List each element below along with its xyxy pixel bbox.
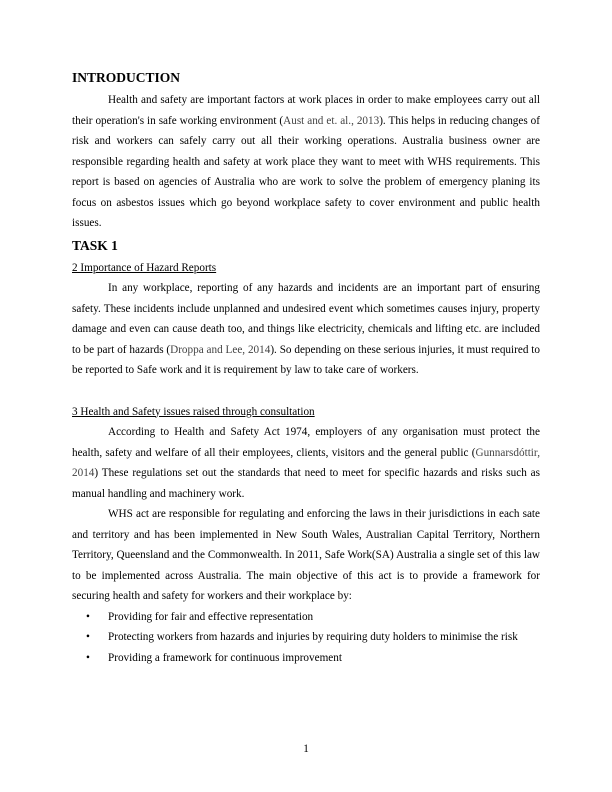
list-item: • Providing for fair and effective representation	[72, 607, 540, 628]
section3-paragraph-2: WHS act are responsible for regulating and enforcing the laws in their jurisdictions in each sate and territory and has been implemented in New South Wales, Australian Capital Territory, Northern Territory, Queensland and the Commonwealth. In 2011, Safe Work(SA) Australia a single set of this law to be implemented across Australia. The main objective of this act is to provide a framework for securing health and safety for workers and their workplace by:	[72, 508, 540, 602]
objectives-list	[72, 607, 540, 669]
page-number: 1	[303, 743, 309, 755]
introduction-paragraph: Health and safety are important factors at work places in order to make employees carry out all their operation's in safe working environment (Aust and et. al., 2013). This helps in reducing changes of risk and workers can safely carry out all their working operations. Australia business owner are responsible regarding health and safety at work place they want to meet with WHS requirements. This report is based on agencies of Australia who are work to solve the problem of emergency planing its focus on asbestos issues which go beyond workplace safety to cover environment and public health issues.	[72, 94, 540, 229]
section2-title: 2 Importance of Hazard Reports	[72, 261, 217, 274]
citation: Droppa and Lee, 2014	[170, 343, 271, 356]
list-item: • Providing a framework for continuous improvement	[72, 648, 540, 669]
bullet-icon: •	[86, 651, 90, 664]
introduction-heading: INTRODUCTION	[72, 70, 181, 85]
section3-paragraph-1: According to Health and Safety Act 1974, employers of any organisation must protect the health, safety and welfare of all their employees, clients, visitors and the general public (Gunnarsdóttir, 2014) These regulations set out the standards that need to meet for specific hazards and risks such as manual handling and machinery work.	[72, 426, 540, 500]
list-item: • Protecting workers from hazards and injuries by requiring duty holders to minimise the risk	[72, 627, 540, 648]
task1-heading: TASK 1	[72, 237, 118, 253]
bullet-icon: •	[86, 631, 90, 643]
citation: Aust and et. al., 2013	[283, 114, 380, 127]
section2-paragraph: In any workplace, reporting of any hazards and incidents are an important part of ensuring safety. These incidents include unplanned and undesired event which sometimes causes injury, property damage and even can cause death too, and things like electricity, chemicals and lifting etc. are included to be part of hazards (Droppa and Lee, 2014). So depending on these serious injuries, it must required to be reported to Safe work and it is requirement by law to take care of workers.	[72, 282, 540, 376]
bullet-icon: •	[86, 610, 90, 623]
citation: Gunnarsdóttir, 2014	[72, 446, 540, 479]
section3-title: 3 Health and Safety issues raised through consultation	[72, 405, 315, 418]
document-page	[72, 70, 540, 668]
